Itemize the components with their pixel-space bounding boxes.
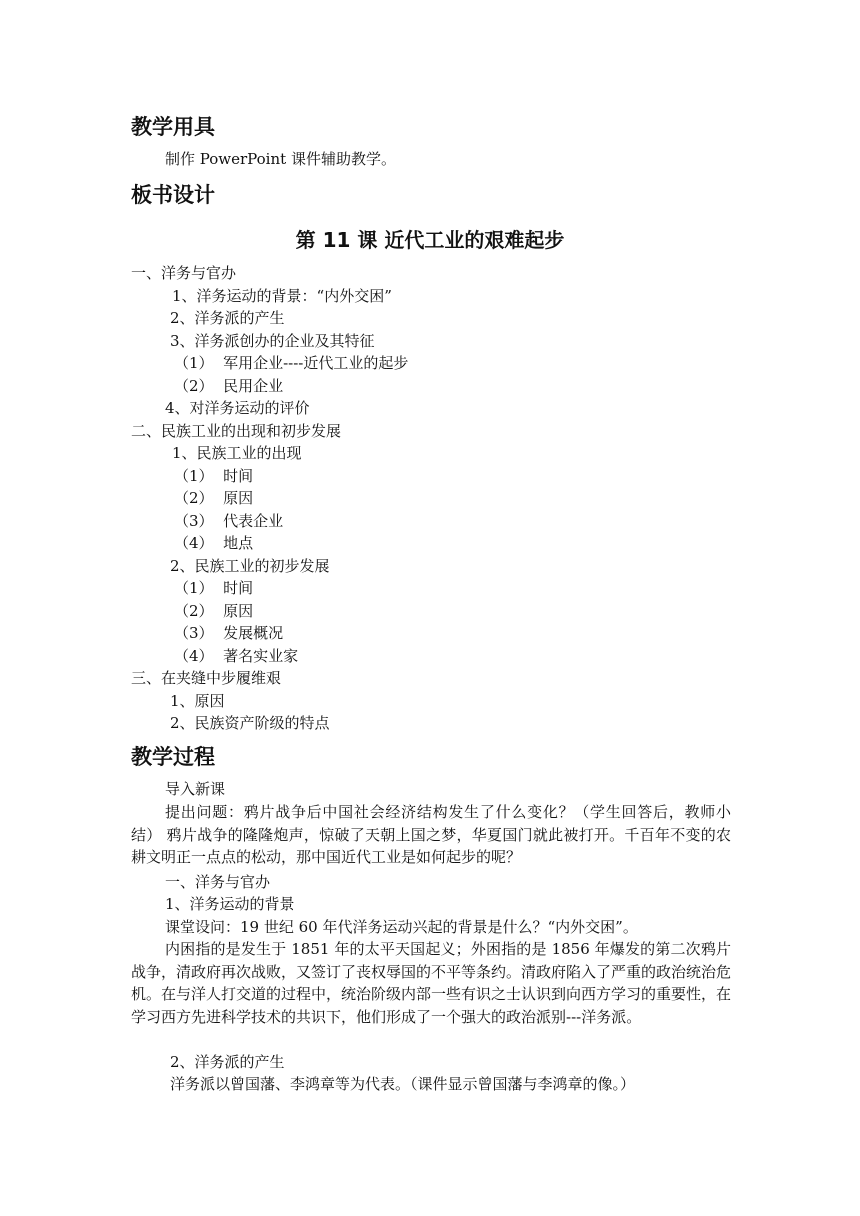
- board-design-heading: 板书设计: [131, 183, 215, 207]
- outline-item: 三、在夹缝中步履维艰: [131, 669, 282, 687]
- outline-item: 二、民族工业的出现和初步发展: [131, 422, 342, 440]
- subsection-one-line: 1、洋务运动的背景: [165, 895, 295, 913]
- outline-item: （1） 时间: [174, 467, 254, 485]
- intro-paragraph: 提出问题：鸦片战争后中国社会经济结构发生了什么变化？（学生回答后，教师小结） 鸦片战争的隆隆炮声，惊破了天朝上国之梦，华夏国门就此被打开。千百年不变的农耕文明正一点点的松动，那中国近代工业是如何起步的呢？: [131, 803, 731, 866]
- outline-item: （2） 民用企业: [174, 377, 284, 395]
- outline-item: 4、对洋务运动的评价: [165, 399, 310, 417]
- lesson-title: 第 11 课 近代工业的艰难起步: [295, 228, 565, 252]
- outline-item: 2、民族工业的初步发展: [170, 557, 330, 575]
- outline-item: 1、民族工业的出现: [172, 444, 302, 462]
- outline-item: （4） 地点: [174, 534, 254, 552]
- outline-item: （2） 原因: [174, 489, 254, 507]
- representatives-line: 洋务派以曾国藩、李鸿章等为代表。（课件显示曾国藩与李鸿章的像。）: [170, 1075, 636, 1093]
- teaching-process-heading: 教学过程: [131, 745, 215, 769]
- background-paragraph: 内困指的是发生于 1851 年的太平天国起义；外困指的是 1856 年爆发的第二次鸦片战争，清政府再次战败，又签订了丧权辱国的不平等条约。清政府陷入了严重的政治统治危机。在与洋人打交道的过程中，统治阶级内部一些有识之士认识到向西方学习的重要性，在学习西方先进科学技术的共识下，他们形成了一个强大的政治派别---洋务派。: [131, 940, 732, 1026]
- question-line: 课堂设问：19 世纪 60 年代洋务运动兴起的背景是什么？“内外交困”。: [165, 918, 638, 936]
- outline-item: （3） 发展概况: [174, 624, 284, 642]
- outline-item: （1） 军用企业----近代工业的起步: [174, 354, 409, 372]
- outline-item: 2、洋务派的产生: [170, 309, 285, 327]
- outline-item: 2、民族资产阶级的特点: [170, 714, 330, 732]
- teaching-tools-text: 制作 PowerPoint 课件辅助教学。: [165, 150, 396, 168]
- outline-item: 一、洋务与官办: [131, 264, 237, 282]
- outline-item: 1、洋务运动的背景：“内外交困”: [172, 287, 392, 305]
- outline-item: （1） 时间: [174, 579, 254, 597]
- outline-item: 1、原因: [170, 692, 225, 710]
- intro-line: 导入新课: [165, 780, 226, 798]
- outline-item: （2） 原因: [174, 602, 254, 620]
- section-one-line: 一、洋务与官办: [165, 873, 271, 891]
- outline-item: 3、洋务派创办的企业及其特征: [170, 332, 375, 350]
- outline-item: （3） 代表企业: [174, 512, 284, 530]
- outline-item: （4） 著名实业家: [174, 647, 299, 665]
- teaching-tools-heading: 教学用具: [131, 115, 215, 139]
- subsection-two-line: 2、洋务派的产生: [170, 1053, 285, 1071]
